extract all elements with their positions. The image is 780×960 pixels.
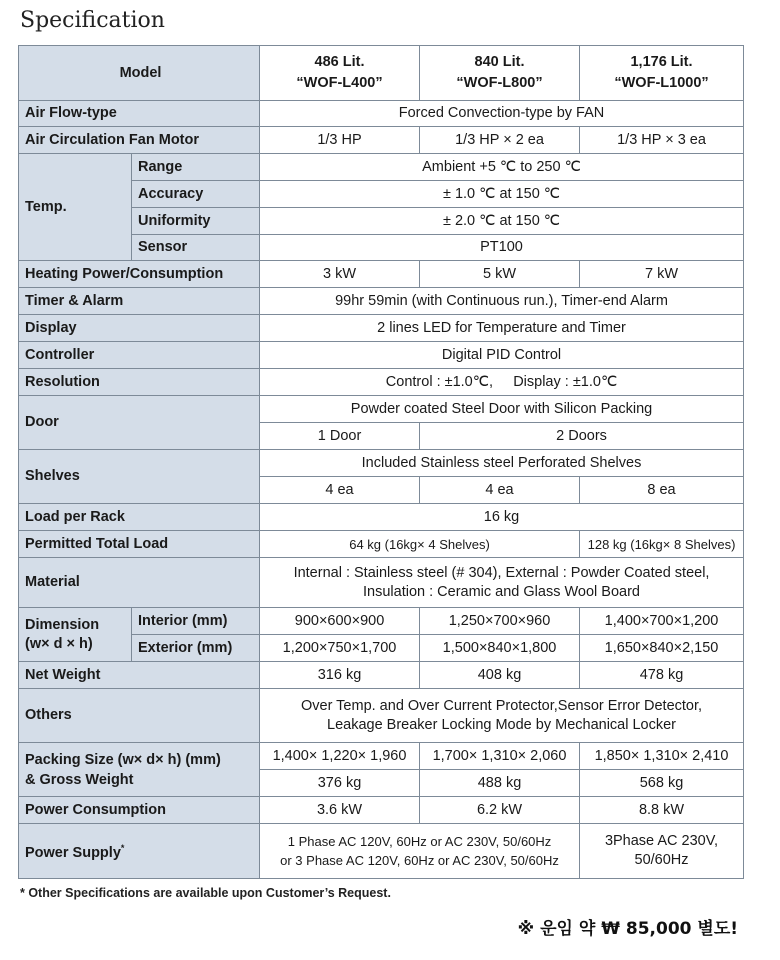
table-row: [19, 154, 744, 181]
table-row: [19, 824, 744, 879]
cell: 488 kg: [420, 770, 580, 797]
cell: 16 kg: [260, 504, 744, 531]
row-label: Heating Power/Consumption: [19, 261, 260, 288]
cell: 1,200×750×1,700: [260, 635, 420, 662]
cell: 408 kg: [420, 662, 580, 689]
cell: Control : ±1.0℃, Display : ±1.0℃: [260, 369, 744, 396]
row-label: Material: [19, 558, 260, 608]
table-row: [19, 797, 744, 824]
table-row: [19, 689, 744, 743]
row-label: Door: [19, 396, 260, 450]
cell: Forced Convection-type by FAN: [260, 101, 744, 127]
row-label: Controller: [19, 342, 260, 369]
sub-label: Range: [132, 154, 260, 181]
row-label: Permitted Total Load: [19, 531, 260, 558]
row-label: Dimension (w× d × h): [19, 608, 132, 662]
table-row: [19, 558, 744, 608]
table-row: [19, 396, 744, 423]
cell: 316 kg: [260, 662, 420, 689]
cell: 1/3 HP × 3 ea: [580, 127, 744, 154]
cell: 2 lines LED for Temperature and Timer: [260, 315, 744, 342]
row-label: Air Flow-type: [19, 101, 260, 127]
cell: 4 ea: [420, 477, 580, 504]
table-row: [19, 743, 744, 770]
row-label: Resolution: [19, 369, 260, 396]
cell: 1 Phase AC 120V, 60Hz or AC 230V, 50/60Hz or 3 Phase AC 120V, 60Hz or AC 230V, 50/60Hz: [260, 824, 580, 879]
cell: 3 kW: [260, 261, 420, 288]
model-col-1: 486 Lit. “WOF-L400”: [260, 46, 420, 101]
row-label: Others: [19, 689, 260, 743]
table-row: [19, 46, 744, 101]
row-label: Timer & Alarm: [19, 288, 260, 315]
table-row: [19, 608, 744, 635]
table-row: [19, 662, 744, 689]
table-row: [19, 288, 744, 315]
cell: 1 Door: [260, 423, 420, 450]
sub-label: Exterior (mm): [132, 635, 260, 662]
row-label: Temp.: [19, 154, 132, 261]
cell: 1,250×700×960: [420, 608, 580, 635]
cell: Digital PID Control: [260, 342, 744, 369]
cell: 1,400× 1,220× 1,960: [260, 743, 420, 770]
shipping-fee-note: ※ 운임 약 ₩ 85,000 별도!: [517, 919, 738, 939]
cell: 64 kg (16kg× 4 Shelves): [260, 531, 580, 558]
footnote: * Other Specifications are available upon Customer’s Request.: [20, 886, 391, 900]
cell: Powder coated Steel Door with Silicon Packing: [260, 396, 744, 423]
page-title: Specification: [20, 8, 165, 33]
cell: 1/3 HP: [260, 127, 420, 154]
cell: 128 kg (16kg× 8 Shelves): [580, 531, 744, 558]
table-row: [19, 531, 744, 558]
table-row: [19, 369, 744, 396]
sub-label: Interior (mm): [132, 608, 260, 635]
cell: ± 2.0 ℃ at 150 ℃: [260, 208, 744, 235]
cell: 478 kg: [580, 662, 744, 689]
table-row: [19, 342, 744, 369]
row-label: Power Supply*: [19, 824, 260, 879]
cell: Internal : Stainless steel (# 304), External : Powder Coated steel, Insulation : Ceramic and Glass Wool Board: [260, 558, 744, 608]
cell: 1,650×840×2,150: [580, 635, 744, 662]
cell: 8 ea: [580, 477, 744, 504]
table-row: [19, 127, 744, 154]
cell: 568 kg: [580, 770, 744, 797]
cell: 6.2 kW: [420, 797, 580, 824]
cell: Ambient +5 ℃ to 250 ℃: [260, 154, 744, 181]
cell: 1,700× 1,310× 2,060: [420, 743, 580, 770]
cell: 5 kW: [420, 261, 580, 288]
cell: 2 Doors: [420, 423, 744, 450]
cell: PT100: [260, 235, 744, 261]
cell: 1,850× 1,310× 2,410: [580, 743, 744, 770]
row-label: Shelves: [19, 450, 260, 504]
table-row: [19, 261, 744, 288]
row-label: Power Consumption: [19, 797, 260, 824]
cell: Included Stainless steel Perforated Shelves: [260, 450, 744, 477]
cell: 1/3 HP × 2 ea: [420, 127, 580, 154]
cell: 99hr 59min (with Continuous run.), Timer-end Alarm: [260, 288, 744, 315]
cell: 7 kW: [580, 261, 744, 288]
cell: 376 kg: [260, 770, 420, 797]
cell: 3.6 kW: [260, 797, 420, 824]
table-row: [19, 504, 744, 531]
model-label: Model: [19, 46, 260, 101]
row-label: Packing Size (w× d× h) (mm) & Gross Weight: [19, 743, 260, 797]
row-label: Load per Rack: [19, 504, 260, 531]
row-label: Air Circulation Fan Motor: [19, 127, 260, 154]
cell: 4 ea: [260, 477, 420, 504]
cell: Over Temp. and Over Current Protector,Sensor Error Detector, Leakage Breaker Locking Mode by Mechanical Locker: [260, 689, 744, 743]
sub-label: Accuracy: [132, 181, 260, 208]
table-row: [19, 315, 744, 342]
model-col-3: 1,176 Lit. “WOF-L1000”: [580, 46, 744, 101]
spec-table: [18, 45, 744, 879]
sub-label: Sensor: [132, 235, 260, 261]
cell: ± 1.0 ℃ at 150 ℃: [260, 181, 744, 208]
sub-label: Uniformity: [132, 208, 260, 235]
cell: 900×600×900: [260, 608, 420, 635]
model-col-2: 840 Lit. “WOF-L800”: [420, 46, 580, 101]
table-row: [19, 101, 744, 127]
cell: 8.8 kW: [580, 797, 744, 824]
cell: 1,500×840×1,800: [420, 635, 580, 662]
cell: 3Phase AC 230V, 50/60Hz: [580, 824, 744, 879]
table-row: [19, 450, 744, 477]
row-label: Net Weight: [19, 662, 260, 689]
cell: 1,400×700×1,200: [580, 608, 744, 635]
row-label: Display: [19, 315, 260, 342]
